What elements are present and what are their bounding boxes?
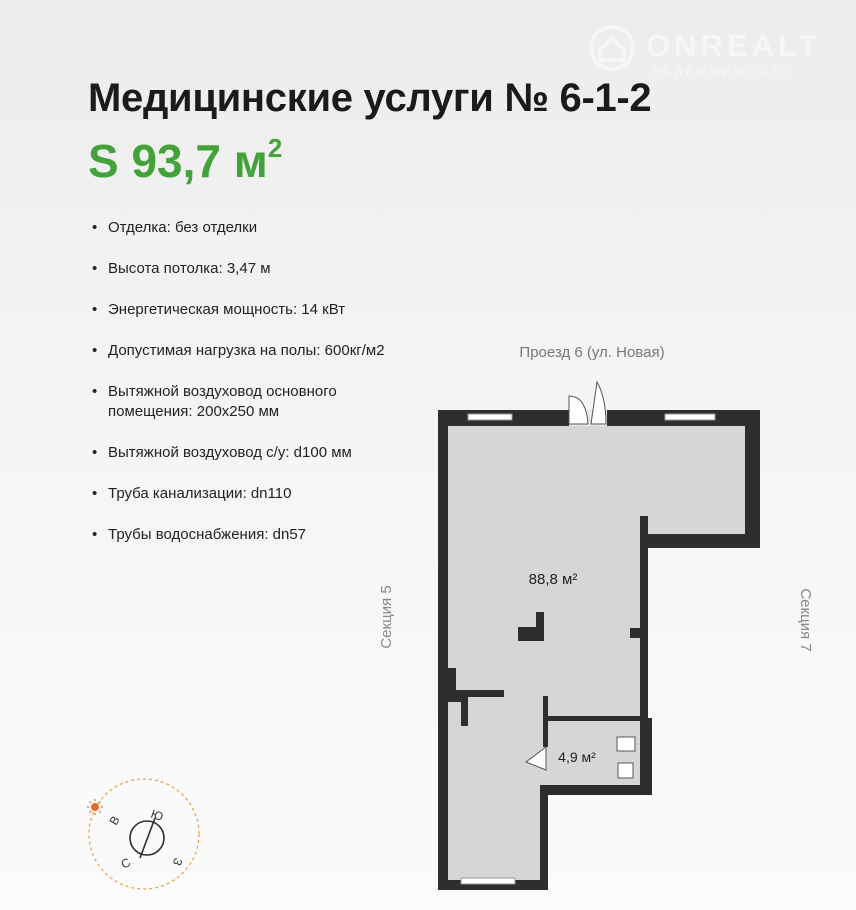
spec-item: • Допустимая нагрузка на полы: 600кг/м2 (92, 341, 412, 361)
logo-subtitle: НЕДВИЖИМОСТЬ (652, 64, 792, 78)
spec-item: • Труба канализации: dn110 (92, 484, 412, 504)
compass-south: Ю (148, 806, 166, 824)
area-unit-superscript: 2 (267, 132, 283, 163)
area-value: S 93,7 м (88, 135, 268, 187)
compass-east: В (106, 813, 123, 828)
page-title: Медицинские услуги № 6-1-2 (88, 76, 652, 120)
spec-item: • Энергетическая мощность: 14 кВт (92, 300, 412, 320)
compass-ring (89, 779, 199, 889)
spec-item: • Отделка: без отделки (92, 218, 412, 238)
sun-icon (87, 799, 103, 815)
spec-item: • Высота потолка: 3,47 м (92, 259, 412, 279)
spec-item: • Трубы водоснабжения: dn57 (92, 525, 412, 545)
spec-item: • Вытяжной воздуховод с/у: d100 мм (92, 443, 412, 463)
spec-item: • Вытяжной воздуховод основного помещения: 200x250 мм (92, 382, 412, 422)
section-7-label: Секция 7 (797, 588, 814, 652)
section-5-label: Секция 5 (378, 585, 395, 649)
wc-area: 4,9 м² (558, 749, 596, 765)
compass-north: С (118, 855, 134, 872)
street-label: Проезд 6 (ул. Новая) (519, 344, 665, 361)
compass-west: З (169, 855, 186, 868)
main-room-area: 88,8 м² (528, 571, 578, 588)
compass-needle (140, 818, 155, 858)
logo-brand: ONREALT (646, 28, 822, 63)
